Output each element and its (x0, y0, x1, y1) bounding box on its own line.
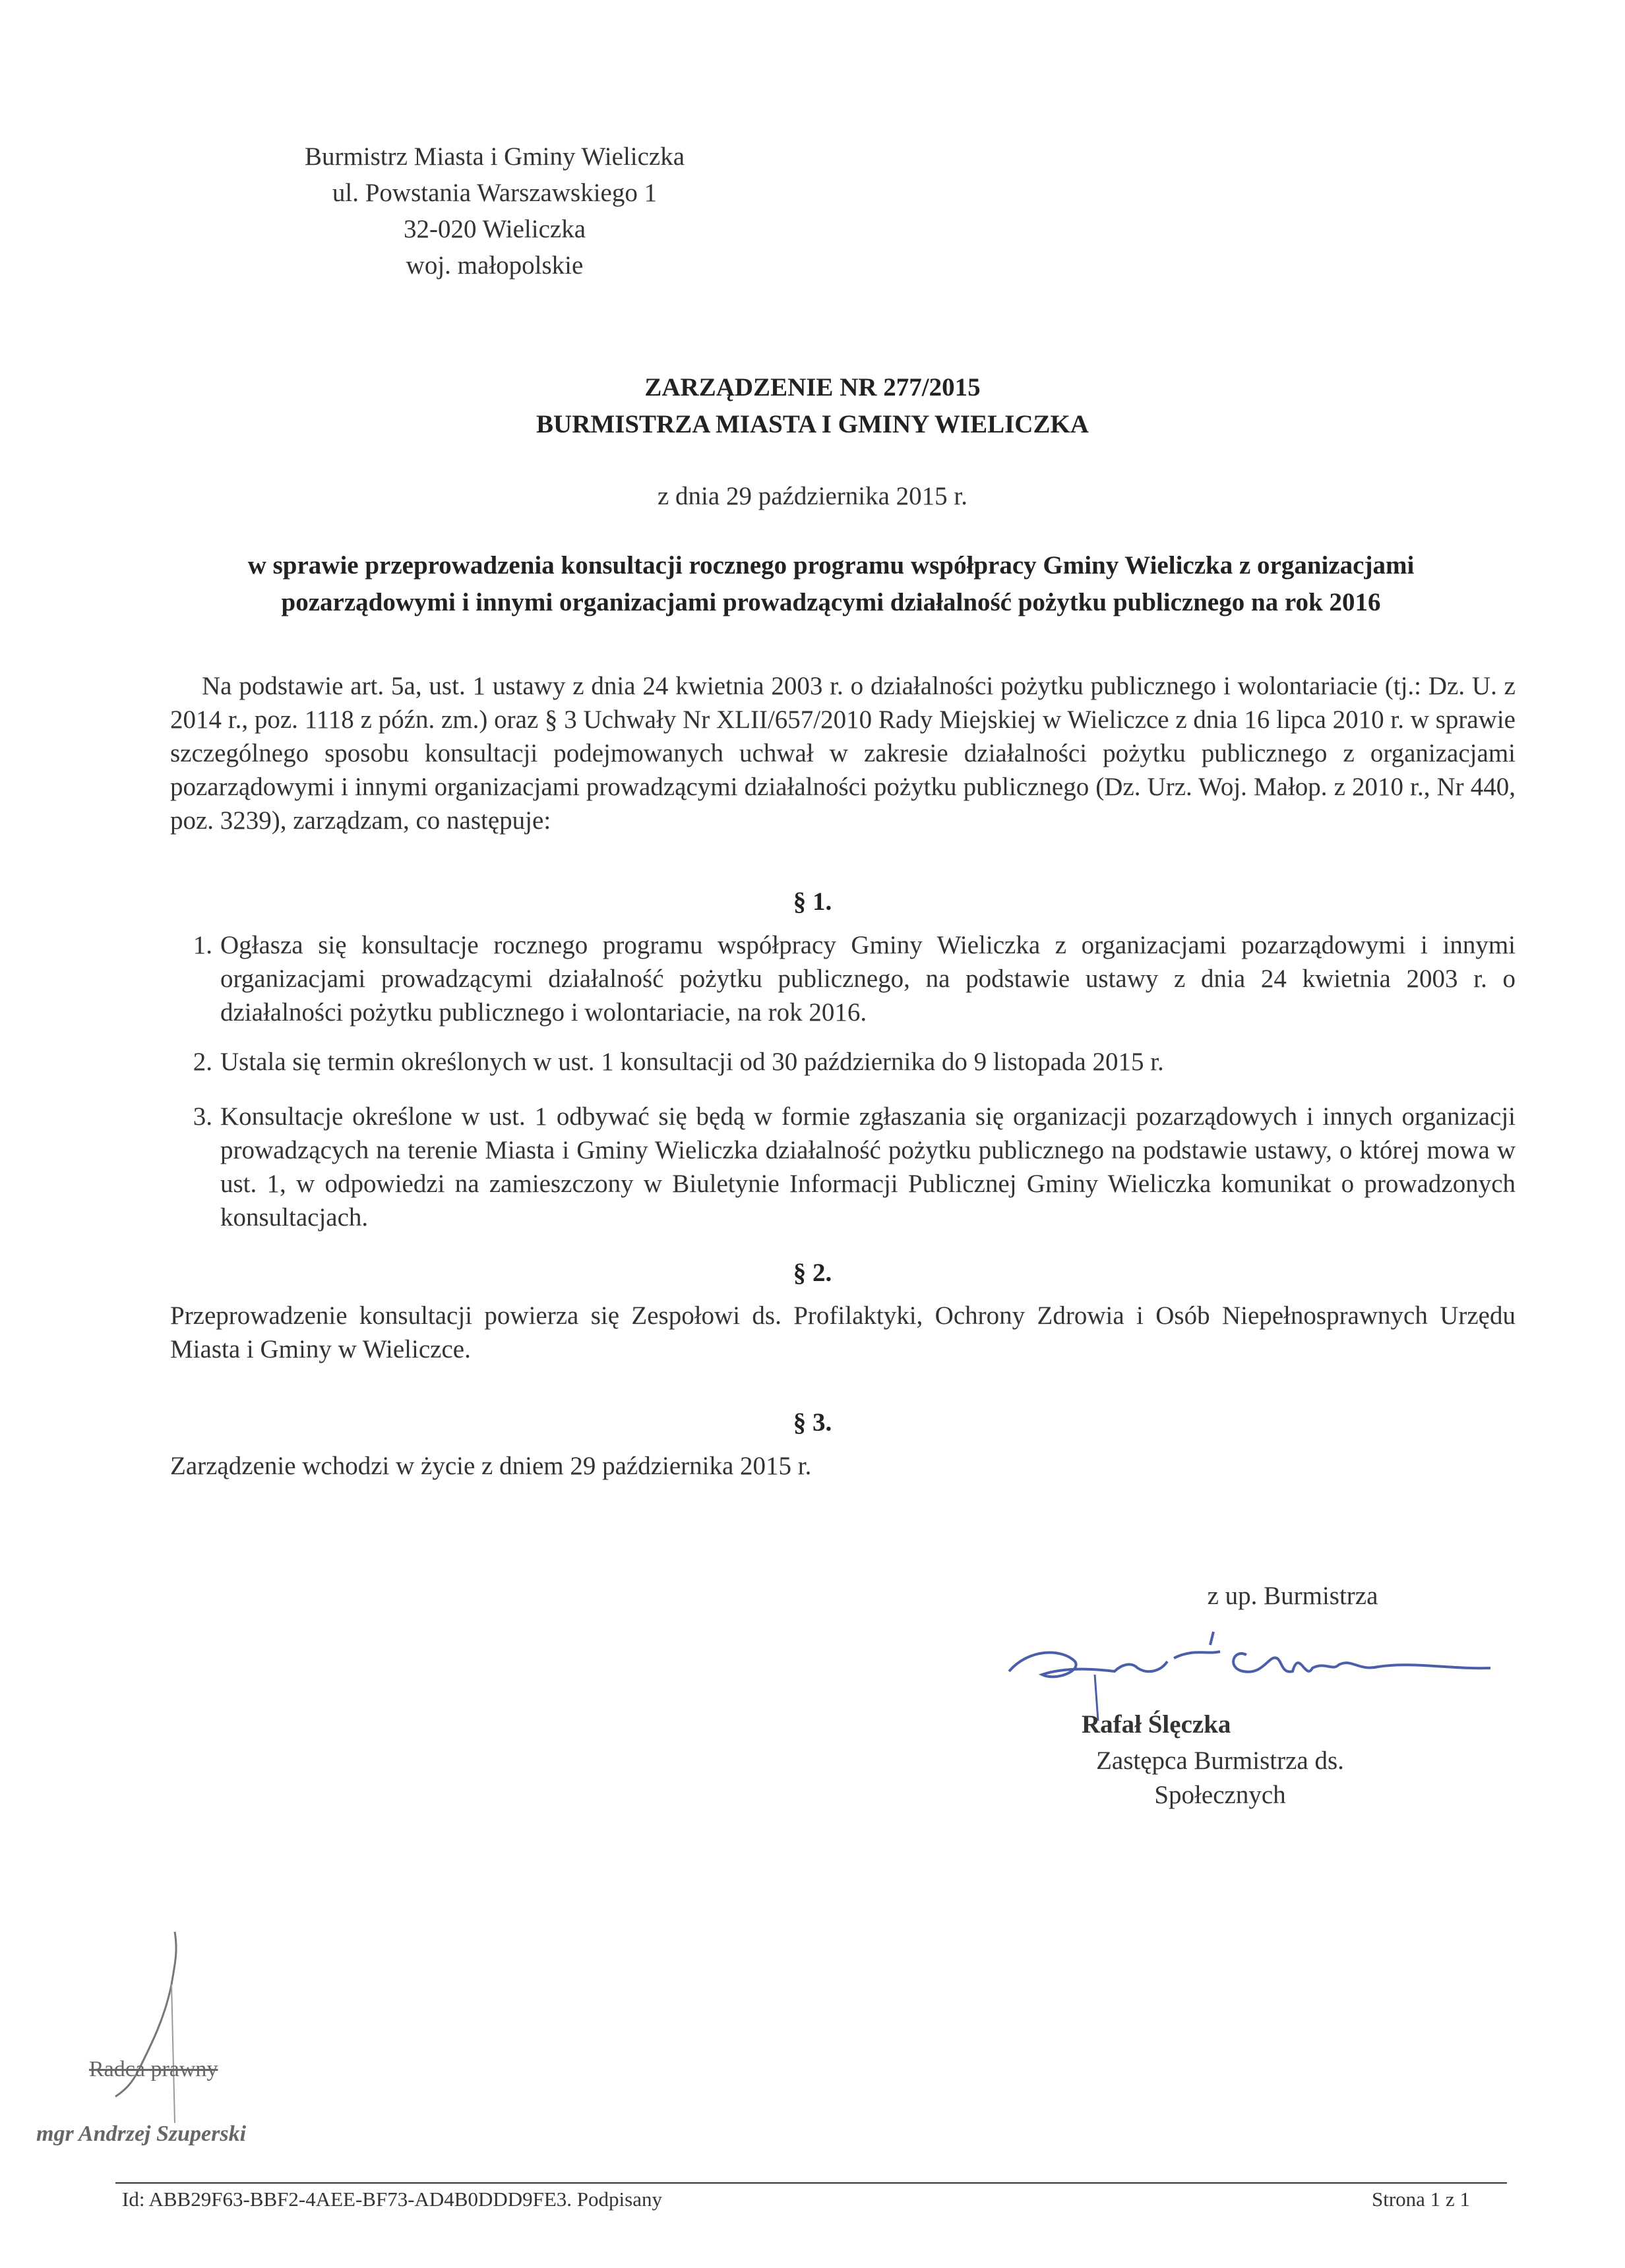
list-item-number: 2. (193, 1048, 212, 1076)
list-item (170, 928, 1516, 1029)
document-title (0, 369, 1625, 443)
list-item-text: Konsultacje określone w ust. 1 odbywać się będą w formie zgłaszania się organizacji pozarządowych i innych organizacji prowadzących na terenie Miasta i Gminy Wieliczka działalność pożytku publicznego na podstawie ustawy, o której mowa w ust. 1, w odpowiedzi na zamieszczony w Biuletynie Informacji Publicznej Gminy Wieliczka komunikat o prowadzonych konsultacjach. (220, 1102, 1516, 1232)
section-2-heading: § 2. (793, 1259, 832, 1287)
legal-adviser-title: Radca prawny (89, 2057, 218, 2081)
list-item-number: 1. (193, 931, 212, 959)
legal-basis-text: Na podstawie art. 5a, ust. 1 ustawy z dnia 24 kwietnia 2003 r. o działalności pożytku publicznego i wolontariacie (tj.: Dz. U. z 2014 r., poz. 1118 z późn. zm.) oraz § 3 Uchwały Nr XLII/657/2010 Rady Miejskiej w Wieliczce z dnia 16 lipca 2010 r. w sprawie szczególnego sposobu konsultacji podejmowanych uchwał w zakresie działalności pożytku publicznego z organizacjami pozarządowymi i innymi organizacjami prowadzącymi działalności pożytku publicznego (Dz. Urz. Woj. Małop. z 2010 r., Nr 440, poz. 3239), zarządzam, co następuje: (170, 672, 1516, 835)
section-1-heading: § 1. (793, 887, 832, 916)
section-2-text: Przeprowadzenie konsultacji powierza się Zespołowi ds. Profilaktyki, Ochrony Zdrowia i Osób Niepełnosprawnych Urzędu Miasta i Gminy w Wieliczce. (170, 1301, 1516, 1363)
signer-name: Rafał Ślęczka (1082, 1710, 1231, 1739)
address-line: woj. małopolskie (406, 251, 584, 280)
legal-basis-paragraph (170, 669, 1516, 837)
page-number: Strona 1 z 1 (1372, 2188, 1470, 2211)
address-line: 32-020 Wieliczka (403, 215, 586, 243)
signer-position-line: Zastępca Burmistrza ds. (1096, 1746, 1344, 1775)
title-line: ZARZĄDZENIE NR 277/2015 (644, 373, 981, 402)
subject-line: w sprawie przeprowadzenia konsultacji rocznego programu współpracy Gminy Wieliczka z organizacjami (247, 551, 1415, 580)
list-item (170, 1045, 1516, 1079)
footer-divider (115, 2182, 1507, 2184)
section-3-heading: § 3. (793, 1408, 832, 1437)
address-line: ul. Powstania Warszawskiego 1 (332, 179, 658, 207)
list-item-text: Ustala się termin określonych w ust. 1 konsultacji od 30 października do 9 listopada 2015 r. (220, 1048, 1164, 1076)
document-subject (132, 547, 1530, 621)
handwritten-signature-icon (983, 1609, 1497, 1721)
list-item (170, 1100, 1516, 1234)
title-line: BURMISTRZA MIASTA I GMINY WIELICZKA (536, 410, 1089, 438)
document-id: Id: ABB29F63-BBF2-4AEE-BF73-AD4B0DDD9FE3. Podpisany (122, 2188, 662, 2211)
issuer-address (198, 138, 791, 284)
legal-adviser-name: mgr Andrzej Szuperski (36, 2122, 247, 2146)
list-item-text: Ogłasza się konsultacje rocznego programu współpracy Gminy Wieliczka z organizacjami pozarządowymi i innymi organizacjami prowadzącymi działalność pożytku publicznego, na podstawie ustawy z dnia 24 kwietnia 2003 r. o działalności pożytku publicznego i wolontariacie, na rok 2016. (220, 931, 1516, 1027)
signer-position-line: Społecznych (1154, 1781, 1286, 1809)
document-date: z dnia 29 października 2015 r. (658, 482, 967, 510)
list-item-number: 3. (193, 1102, 212, 1131)
address-line: Burmistrz Miasta i Gminy Wieliczka (304, 142, 685, 171)
section-3-text: Zarządzenie wchodzi w życie z dniem 29 października 2015 r. (170, 1452, 812, 1480)
legal-adviser-initials-icon (112, 1925, 284, 2143)
on-behalf-label: z up. Burmistrza (1207, 1582, 1378, 1610)
subject-line: pozarządowymi i innymi organizacjami prowadzącymi działalność pożytku publicznego na rok 2016 (281, 588, 1381, 616)
